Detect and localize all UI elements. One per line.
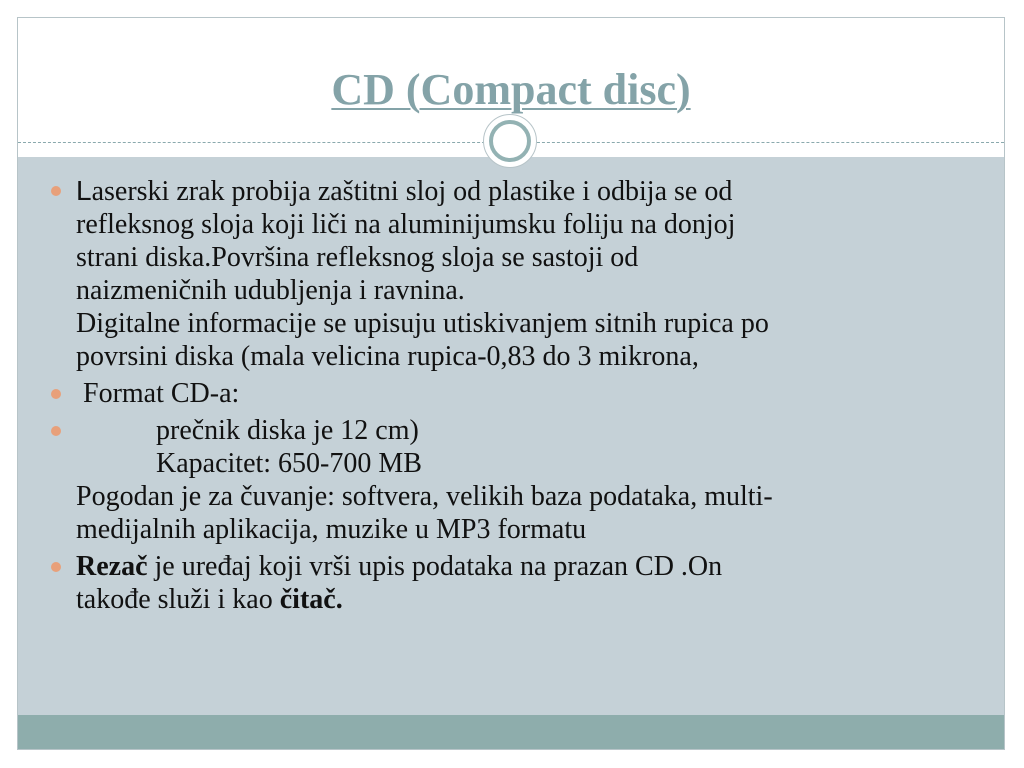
- bullet-4-line-1: [76, 550, 978, 583]
- bullet-1-line-4: naizmeničnih udubljenja i ravnina.: [76, 275, 465, 306]
- bullet-1-first-letter: L: [76, 175, 92, 206]
- bullet-item-2: [48, 377, 978, 410]
- bullet-1-line-5: Digitalne informacije se upisuju utiskivanjem sitnih rupica po: [76, 308, 769, 339]
- bullet-4-text-line2: takođe služi i kao: [76, 584, 280, 615]
- bullet-2-text: Format CD-a:: [76, 378, 240, 409]
- bullet-4-bold-start: Rezač: [76, 551, 148, 582]
- round-bullet-icon: [51, 426, 61, 436]
- round-bullet-icon: [51, 562, 61, 572]
- bullet-4-line-2: [76, 583, 978, 616]
- bullet-3-line-4: medijalnih aplikacija, muzike u MP3 formatu: [76, 514, 587, 545]
- bullet-1-line-3: strani diska.Površina refleksnog sloja se sastoji od: [76, 242, 639, 273]
- bullet-3-line-3: Pogodan je za čuvanje: softvera, velikih baza podataka, multi-: [76, 481, 773, 512]
- bullet-item-1: [48, 174, 978, 373]
- bullet-list: [48, 174, 978, 620]
- footer-bar: [18, 715, 1004, 749]
- bullet-3-line-2: Kapacitet: 650-700 MB: [156, 448, 422, 479]
- round-bullet-icon: [51, 186, 61, 196]
- bullet-4-bold-end: čitač.: [279, 584, 343, 615]
- bullet-item-3: [48, 414, 978, 546]
- bullet-1-line-2: refleksnog sloja koji liči na aluminijumsku foliju na donjoj: [76, 209, 736, 240]
- bullet-1-line-6: povrsini diska (mala velicina rupica-0,83 do 3 mikrona,: [76, 341, 699, 372]
- slide-title: CD (Compact disc): [331, 65, 691, 114]
- ring-ornament-icon: [483, 114, 537, 168]
- ring-inner: [489, 120, 531, 162]
- bullet-4-text-mid: je uređaj koji vrši upis podataka na prazan CD .On: [147, 551, 723, 582]
- round-bullet-icon: [51, 389, 61, 399]
- bullet-1-line-1-text: aserski zrak probija zaštitni sloj od plastike i odbija se od: [91, 176, 733, 207]
- bullet-3-line-1: prečnik diska je 12 cm): [156, 415, 419, 446]
- bullet-1-line-1: [76, 174, 978, 208]
- bullet-item-4: [48, 550, 978, 616]
